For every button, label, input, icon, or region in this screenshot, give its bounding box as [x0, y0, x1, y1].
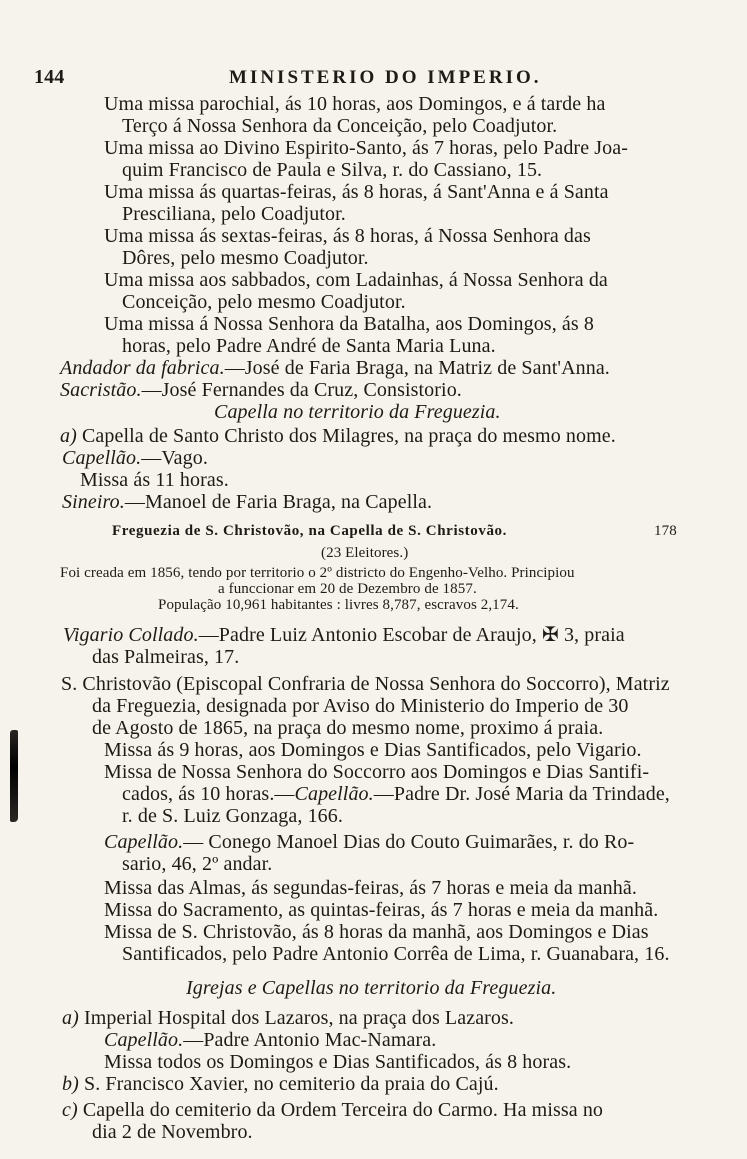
parish-intro-line-1: Foi creada em 1856, tendo por territorio o 2º districto do Engenho-Velho. Principiou — [60, 565, 575, 581]
mass-3-line-2: Presciliana, pelo Coadjutor. — [122, 203, 346, 225]
item-a-missa: Missa todos os Domingos e Dias Santificados, ás 8 horas. — [104, 1051, 572, 1073]
church-line-2: da Freguezia, designada por Aviso do Ministerio do Imperio de 30 — [92, 695, 629, 717]
chapel-text: Capella de Santo Christo dos Milagres, na praça do mesmo nome. — [81, 425, 616, 447]
andador-label: Andador da fabrica. — [60, 357, 225, 379]
mass-5-line-1: Uma missa aos sabbados, com Ladainhas, á Nossa Senhora da — [104, 269, 608, 291]
missa-christovao-line-2: Santificados, pelo Padre Antonio Corrêa de Lima, r. Guanabara, 16. — [122, 943, 670, 965]
chapel-heading: Capella no territorio da Freguezia. — [214, 401, 501, 423]
sacristao-label: Sacristão. — [60, 379, 142, 401]
item-a — [62, 1007, 514, 1029]
missa-vigario: Missa ás 9 horas, aos Domingos e Dias Santificados, pelo Vigario. — [104, 739, 642, 761]
vigario-text: —Padre Luiz Antonio Escobar de Araujo, — [198, 624, 537, 646]
item-a-marker: a) — [62, 1007, 79, 1029]
cross-icon: ✠ — [541, 624, 559, 646]
item-a-text: Imperial Hospital dos Lazaros, na praça dos Lazaros. — [83, 1007, 515, 1029]
capellao-text: —Vago. — [141, 447, 208, 469]
capellao2-address: sario, 46, 2º andar. — [122, 853, 273, 875]
mass-1-line-2: Terço á Nossa Senhora da Conceição, pelo Coadjutor. — [122, 115, 558, 137]
item-c-line-2: dia 2 de Novembro. — [92, 1121, 253, 1143]
church-line-3: de Agosto de 1865, na praça do mesmo nome, proximo á praia. — [92, 717, 604, 739]
missa-soccorro-line-1: Missa de Nossa Senhora do Soccorro aos Domingos e Dias Santifi- — [104, 761, 650, 783]
mass-4-line-1: Uma missa ás sextas-feiras, ás 8 horas, á Nossa Senhora das — [104, 225, 591, 247]
missa-christovao-line-1: Missa de S. Christovão, ás 8 horas da manhã, aos Domingos e Dias — [104, 921, 649, 943]
mass-6-line-2: horas, pelo Padre André de Santa Maria Luna. — [122, 335, 496, 357]
mass-6-line-1: Uma missa á Nossa Senhora da Batalha, aos Domingos, ás 8 — [104, 313, 594, 335]
missa-soccorro-time: cados, ás 10 horas.— — [122, 783, 295, 805]
andador-text: —José de Faria Braga, na Matriz de Sant'Anna. — [224, 357, 610, 379]
capellao-label: Capellão. — [62, 447, 142, 469]
parish-title: Freguezia de S. Christovão, na Capella de S. Christovão. — [112, 523, 507, 539]
mass-3-line-1: Uma missa ás quartas-feiras, ás 8 horas, á Sant'Anna e á Santa — [104, 181, 609, 203]
missa-almas: Missa das Almas, ás segundas-feiras, ás 7 horas e meia da manhã. — [104, 877, 637, 899]
mass-5-line-2: Conceição, pelo mesmo Coadjutor. — [122, 291, 406, 313]
item-c-marker: c) — [62, 1099, 78, 1121]
parish-title-number: 178 — [654, 523, 677, 539]
missa-sacramento: Missa do Sacramento, as quintas-feiras, ás 7 horas e meia da manhã. — [104, 899, 659, 921]
missa-soccorro-line-2 — [122, 783, 670, 805]
church-line-1: S. Christovão (Episcopal Confraria de Nossa Senhora do Soccorro), Matriz — [61, 673, 670, 695]
capellao2-entry — [104, 831, 634, 853]
vigario-label: Vigario Collado. — [63, 624, 199, 646]
chapel-marker: a) — [60, 425, 77, 447]
item-a-capellao — [104, 1029, 436, 1051]
running-title: MINISTERIO DO IMPERIO. — [229, 67, 542, 88]
sacristao-text: —José Fernandes da Cruz, Consistorio. — [141, 379, 462, 401]
electors-count: (23 Eleitores.) — [321, 545, 409, 561]
vigario-text-end: 3, praia — [563, 624, 625, 646]
missa-soccorro-capellao: —Padre Dr. José Maria da Trindade, — [373, 783, 670, 805]
item-a-capellao-label: Capellão. — [104, 1029, 184, 1051]
vigario-entry — [63, 624, 625, 646]
page-number: 144 — [34, 66, 65, 88]
mass-4-line-2: Dôres, pelo mesmo Coadjutor. — [122, 247, 369, 269]
item-c-text: Capella do cemiterio da Ordem Terceira do Carmo. Ha missa no — [82, 1099, 604, 1121]
capellao-entry — [62, 447, 208, 469]
item-b — [62, 1073, 499, 1095]
mass-2-line-2: quim Francisco de Paula e Silva, r. do Cassiano, 15. — [122, 159, 543, 181]
mass-1-line-1: Uma missa parochial, ás 10 horas, aos Domingos, e á tarde ha — [104, 93, 606, 115]
chapel-mass-time: Missa ás 11 horas. — [80, 469, 229, 491]
missa-soccorro-line-3: r. de S. Luiz Gonzaga, 166. — [122, 805, 343, 827]
capellao2-text: — Conego Manoel Dias do Couto Guimarães, r. do Ro- — [183, 831, 635, 853]
chapel-entry — [60, 425, 616, 447]
sacristao-entry — [60, 379, 462, 401]
item-b-marker: b) — [62, 1073, 79, 1095]
missa-soccorro-capellao-label: Capellão. — [294, 783, 374, 805]
item-c — [62, 1099, 603, 1121]
sineiro-entry — [62, 491, 432, 513]
capellao2-label: Capellão. — [104, 831, 184, 853]
vigario-address: das Palmeiras, 17. — [92, 646, 240, 668]
andador-entry — [60, 357, 610, 379]
parish-population: População 10,961 habitantes : livres 8,787, escravos 2,174. — [158, 597, 519, 613]
sineiro-label: Sineiro. — [62, 491, 125, 513]
parish-intro-line-2: a funccionar em 20 de Dezembro de 1857. — [218, 581, 477, 597]
mass-2-line-1: Uma missa ao Divino Espirito-Santo, ás 7 horas, pelo Padre Joa- — [104, 137, 628, 159]
churches-heading: Igrejas e Capellas no territorio da Freguezia. — [186, 977, 557, 999]
item-b-text: S. Francisco Xavier, no cemiterio da praia do Cajú. — [83, 1073, 499, 1095]
item-a-capellao-text: —Padre Antonio Mac-Namara. — [183, 1029, 437, 1051]
sineiro-text: —Manoel de Faria Braga, na Capella. — [124, 491, 433, 513]
margin-ink-mark — [10, 730, 18, 822]
